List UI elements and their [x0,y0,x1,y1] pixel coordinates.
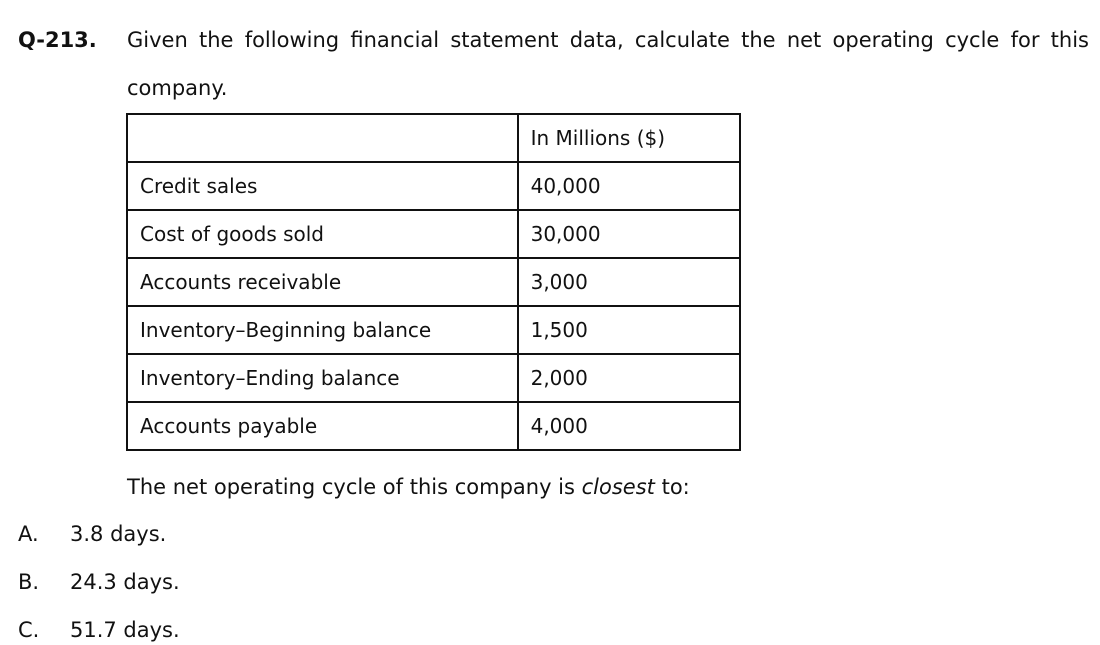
row-value: 4,000 [518,402,740,450]
table-row [127,306,740,354]
table-row [127,162,740,210]
table-header-units: In Millions ($) [518,114,740,162]
row-value: 30,000 [518,210,740,258]
table-row [127,258,740,306]
row-value: 3,000 [518,258,740,306]
option-letter: C. [18,618,40,642]
table-row [127,402,740,450]
table-header-label [127,114,518,162]
question-number: Q-213. [18,28,97,52]
table-row [127,210,740,258]
option-text: 3.8 days. [70,522,167,546]
row-value: 2,000 [518,354,740,402]
question-text-line-1: Given the following financial statement data, calculate the net operating cycle for this [127,28,1089,52]
row-label: Inventory–Ending balance [127,354,518,402]
option-letter: A. [18,522,39,546]
row-label: Accounts receivable [127,258,518,306]
table-row [127,354,740,402]
row-label: Inventory–Beginning balance [127,306,518,354]
option-text: 24.3 days. [70,570,180,594]
row-label: Cost of goods sold [127,210,518,258]
row-value: 40,000 [518,162,740,210]
row-value: 1,500 [518,306,740,354]
row-label: Accounts payable [127,402,518,450]
option-letter: B. [18,570,40,594]
table-header-row [127,114,740,162]
prompt-text-end: to: [654,475,690,499]
prompt-emphasis: closest [581,475,655,499]
row-label: Credit sales [127,162,518,210]
prompt-text: The net operating cycle of this company is [127,475,582,499]
financial-data-table [126,113,741,451]
question-prompt [127,475,690,499]
question-text-line-2: company. [127,76,228,100]
option-text: 51.7 days. [70,618,180,642]
